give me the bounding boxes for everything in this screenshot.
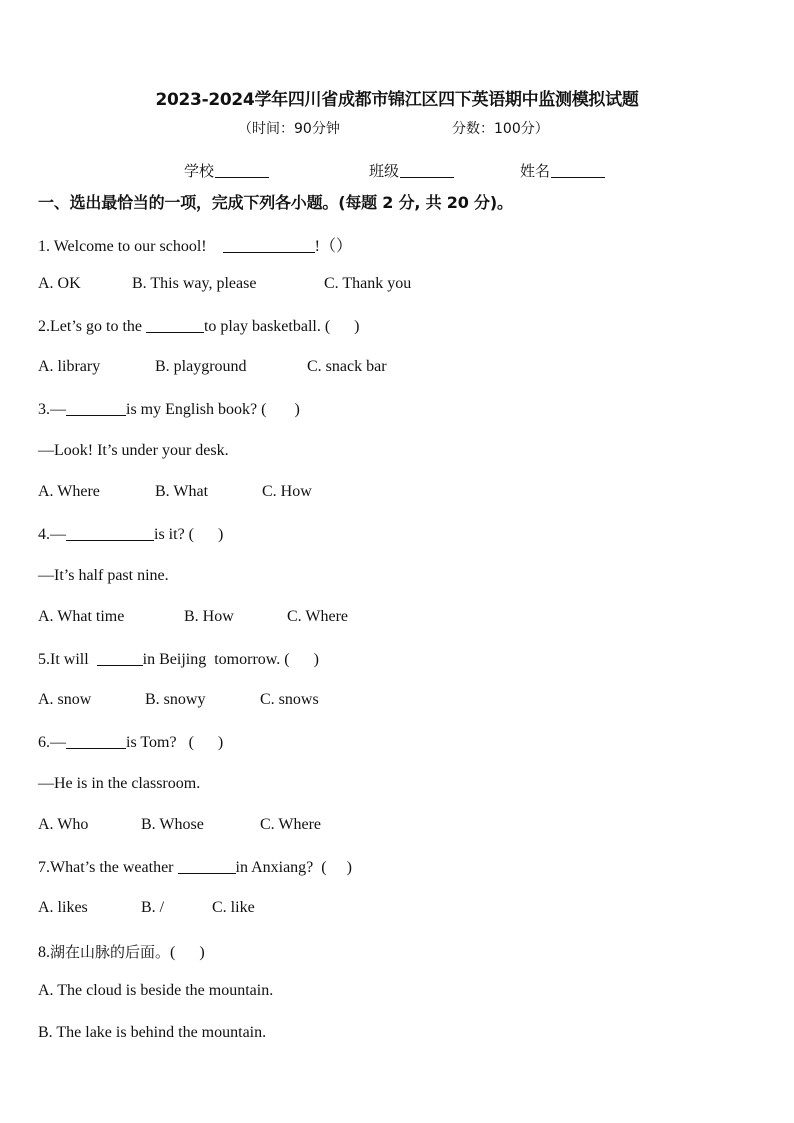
name-label: 姓名 — [520, 162, 551, 180]
question-8: 8.湖在山脉的后面。( ) — [38, 943, 205, 961]
answer-blank[interactable] — [146, 317, 204, 333]
school-field — [184, 160, 269, 181]
question-4: 4.— is it? ( ) — [38, 526, 224, 543]
answer-blank[interactable] — [66, 400, 126, 416]
name-field — [520, 160, 605, 181]
option-b[interactable]: B. How — [184, 608, 234, 625]
school-label: 学校 — [184, 162, 215, 180]
option-b[interactable]: B. What — [155, 483, 209, 500]
class-field — [369, 160, 454, 181]
option-a[interactable]: A. snow — [38, 691, 92, 708]
question-5: 5.It will in Beijing tomorrow. ( ) — [38, 651, 319, 668]
exam-score: 分数：100分） — [452, 121, 549, 137]
exam-time: （时间：90分钟 — [238, 121, 340, 137]
option-a[interactable]: A. Who — [38, 816, 89, 833]
option-c[interactable]: C. Where — [287, 608, 349, 625]
option-c[interactable]: C. Where — [260, 816, 322, 833]
class-blank[interactable] — [400, 162, 454, 178]
option-a[interactable]: A. The cloud is beside the mountain. — [38, 982, 274, 999]
question-4-reply: —It’s half past nine. — [38, 567, 169, 584]
option-a[interactable]: A. likes — [38, 899, 88, 916]
option-b[interactable]: B. snowy — [145, 691, 206, 708]
question-7: 7.What’s the weather in Anxiang? ( ) — [38, 859, 352, 876]
answer-blank[interactable] — [66, 733, 126, 749]
question-2: 2.Let’s go to the to play basketball. ( ) — [38, 318, 360, 335]
option-a[interactable]: A. What time — [38, 608, 125, 625]
option-c[interactable]: C. snack bar — [307, 358, 387, 375]
answer-blank[interactable] — [97, 650, 143, 666]
page-title: 2023-2024学年四川省成都市锦江区四下英语期中监测模拟试题 — [155, 90, 639, 110]
answer-blank[interactable] — [178, 858, 236, 874]
name-blank[interactable] — [551, 162, 605, 178]
answer-blank[interactable] — [223, 237, 315, 253]
question-3: 3.— is my English book? ( ) — [38, 401, 300, 418]
option-b[interactable]: B. playground — [155, 358, 247, 375]
section-heading: 一、选出最恰当的一项，完成下列各小题。(每题 2 分, 共 20 分)。 — [38, 193, 513, 212]
question-6: 6.— is Tom? ( ) — [38, 734, 224, 751]
option-a[interactable]: A. Where — [38, 483, 100, 500]
question-1: 1. Welcome to our school! !（） — [38, 238, 352, 255]
class-label: 班级 — [369, 162, 400, 180]
option-c[interactable]: C. How — [262, 483, 312, 500]
school-blank[interactable] — [215, 162, 269, 178]
option-b[interactable]: B. The lake is behind the mountain. — [38, 1024, 267, 1041]
option-a[interactable]: A. OK — [38, 275, 81, 292]
option-c[interactable]: C. Thank you — [324, 275, 412, 292]
answer-blank[interactable] — [66, 525, 154, 541]
question-3-reply: —Look! It’s under your desk. — [38, 442, 229, 459]
option-c[interactable]: C. like — [212, 899, 255, 916]
question-6-reply: —He is in the classroom. — [38, 775, 201, 792]
option-b[interactable]: B. This way, please — [132, 275, 257, 292]
option-b[interactable]: B. Whose — [141, 816, 204, 833]
option-c[interactable]: C. snows — [260, 691, 319, 708]
option-b[interactable]: B. / — [141, 899, 165, 916]
option-a[interactable]: A. library — [38, 358, 101, 375]
